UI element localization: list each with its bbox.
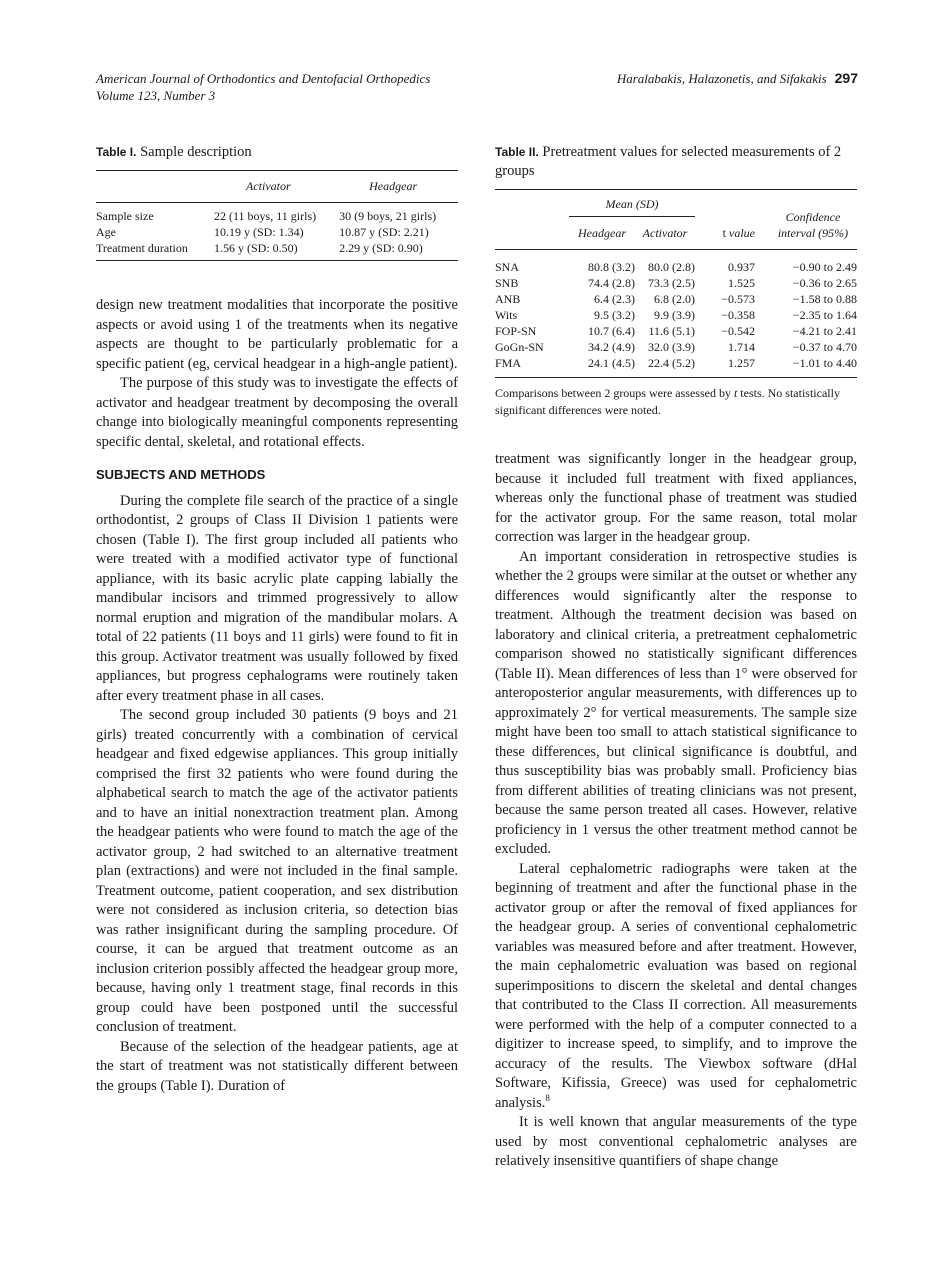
table-cell: 1.257 [728, 356, 755, 370]
paragraph: An important consideration in retrospective studies is whether the 2 groups were similar at the outset or whether any differences would significantly alter the response to treatment. Although the treatment decision was based on laboratory and clinical criteria, a pretreatment cephalometric comparison showed no statistically significant differences (Table II). Mean differences of less than 1° were observed for anteroposterior angular measurements, with differences up to approximately 2° for vertical measurements. The sample size might have been too small to attach statistical significance to these differences, but clinical significance is doubtful, and thus susceptibility bias was probably small. Proficiency bias from different abilities of treating clinicians was not present, because the same person treated all cases. However, relative proficiency in 1 versus the other treatment method cannot be excluded. [495, 548, 857, 857]
paragraph [495, 860, 857, 1114]
table2-title: Pretreatment values for selected measurements of 2 groups [495, 144, 842, 179]
reference-marker: 8 [545, 1092, 550, 1103]
paragraph: treatment was significantly longer in the headgear group, because it included full treatment with fixed appliances, whereas only the functional phase of treatment was studied for the activator group. For the same reason, total molar correction was larger in the headgear group. [495, 451, 857, 545]
paragraph: design new treatment modalities that incorporate the positive aspects or avoid using 1 of the treatments when its negative aspects are thought to be particularly problematic for a specific patient (eg, cervical headgear in a high-angle patient). [96, 297, 458, 372]
table-row [96, 240, 458, 261]
table2 [495, 189, 857, 378]
table-cell: −1.01 to 4.40 [792, 356, 857, 370]
table2-caption [495, 143, 857, 181]
ci-header-line1: Confidence [785, 210, 841, 224]
table-row [495, 307, 857, 323]
table-cell: FMA [495, 356, 522, 370]
table-cell: 2.29 y (SD: 0.90) [339, 241, 423, 255]
journal-info [96, 70, 430, 104]
table2-label: Table II. [495, 145, 539, 159]
t-suffix: value [729, 225, 755, 240]
right-column [495, 143, 857, 1172]
page-number: 297 [834, 70, 858, 86]
table-cell: −0.36 to 2.65 [792, 276, 857, 290]
table-cell: 11.6 (5.1) [648, 324, 695, 338]
table-cell: 32.0 (3.9) [648, 340, 695, 354]
table1-caption [96, 143, 458, 162]
table-cell: 9.5 (3.2) [594, 308, 635, 322]
table-cell: −1.58 to 0.88 [792, 292, 857, 306]
table-cell: 24.1 (4.5) [588, 356, 635, 370]
table1-header-headgear: Headgear [339, 171, 458, 203]
running-authors: Haralabakis, Halazonetis, and Sifakakis [616, 71, 827, 86]
paragraph: The purpose of this study was to investigate the effects of activator and headgear treatment by decomposing the overall change into biologically meaningful components representing specific dental, skeletal, and rotational effects. [96, 375, 458, 450]
table-cell: 80.0 (2.8) [648, 260, 695, 274]
table-cell: −0.573 [721, 292, 755, 306]
table2-ci-header [755, 190, 857, 250]
table-cell: 1.525 [728, 276, 755, 290]
paragraph: It is well known that angular measurements of the type used by most conventional cephalometric analyses are relatively insensitive quantifiers of shape change [495, 1114, 857, 1169]
table-cell: 22.4 (5.2) [648, 356, 695, 370]
table-cell: 9.9 (3.9) [654, 308, 695, 322]
table2-header-t [695, 217, 755, 250]
journal-title: American Journal of Orthodontics and Dentofacial Orthopedics [96, 71, 431, 86]
table-cell: −0.90 to 2.49 [792, 260, 857, 274]
table-cell: GoGn-SN [495, 340, 544, 354]
paragraph: The second group included 30 patients (9 boys and 21 girls) treated concurrently with a combination of cervical headgear and fixed edgewise appliances. This group initially comprised the first 32 patients who were found during the alphabetical search to match the age of the activator patients and to have an initial nonextraction treatment plan. Among the headgear patients who were found to match the age of the activator group, 2 had switched to an alternative treatment plan (extractions) and were not included in the final sample. Treatment outcome, patient cooperation, and sex distribution were not considered as inclusion criteria, so detection bias was rather insignificant during the sampling procedure. Of course, it can be argued that treatment outcome as an inclusion criterion possibly affected the headgear group more, because, having only 1 treatment stage, final records in this group could have been postponed until the successful conclusion of treatment. [96, 707, 458, 1035]
table-cell: 10.19 y (SD: 1.34) [214, 225, 304, 239]
table2-header-headgear: Headgear [578, 226, 626, 240]
table-cell: 6.4 (2.3) [594, 292, 635, 306]
table-cell: ANB [495, 292, 521, 306]
table-cell: −2.35 to 1.64 [792, 308, 857, 322]
table-cell: 6.8 (2.0) [654, 292, 695, 306]
table1-label: Table I. [96, 145, 137, 159]
footnote-text: Comparisons between 2 groups were assessed by [495, 386, 734, 400]
table-cell: −0.37 to 4.70 [792, 340, 857, 354]
table-row [495, 323, 857, 339]
t-symbol: t [722, 225, 726, 240]
table-cell: FOP-SN [495, 324, 537, 338]
table-cell: −4.21 to 2.41 [792, 324, 857, 338]
table-cell: 1.714 [728, 340, 755, 354]
table1-header-activator: Activator [214, 171, 339, 203]
table-cell: 73.3 (2.5) [648, 276, 695, 290]
table-cell: 34.2 (4.9) [588, 340, 635, 354]
table-cell: 1.56 y (SD: 0.50) [214, 241, 298, 255]
table1 [96, 170, 458, 261]
table-row [495, 275, 857, 291]
table1-title: Sample description [140, 144, 252, 160]
table-row [495, 250, 857, 276]
author-page [617, 70, 858, 87]
table-cell: Wits [495, 308, 518, 322]
table-row [495, 355, 857, 378]
table-row [96, 203, 458, 225]
table-cell: −0.542 [721, 324, 755, 338]
table-cell: 22 (11 boys, 11 girls) [214, 209, 317, 223]
table-cell: 74.4 (2.8) [588, 276, 635, 290]
table2-footnote [495, 385, 857, 419]
table-cell: 0.937 [728, 260, 755, 274]
table-cell: 30 (9 boys, 21 girls) [339, 209, 437, 223]
table1-header-blank [96, 171, 214, 203]
left-column [96, 143, 458, 1096]
table2-header-activator: Activator [642, 226, 688, 240]
table2-mean-header: Mean (SD) [569, 190, 695, 217]
table-cell: SNA [495, 260, 520, 274]
paragraph-text: Lateral cephalometric radiographs were taken at the beginning of treatment and after the functional phase in the activator group or after the removal of fixed appliances for the headgear group. A series of conventional cephalometric variables was measured before and after treatment. However, the main cephalometric evaluation was based on regional superimpositions to discern the skeletal and dental changes that contributed to the Class II correction. All measurements were performed with the help of a computer connected to a digitizer to increase speed, to simplify, and to improve the accuracy of the results. The Viewbox software (dHal Software, Kifissia, Greece) was used for cephalometric analysis. [495, 860, 857, 1111]
footnote-text: tests. No statistically significant differences were noted. [495, 386, 840, 417]
table-row [495, 339, 857, 355]
left-body-text [96, 296, 458, 1096]
table-cell: Treatment duration [96, 241, 188, 255]
journal-volume: Volume 123, Number 3 [96, 88, 216, 103]
table-cell: 10.87 y (SD: 2.21) [339, 225, 429, 239]
table-cell: Age [96, 225, 116, 239]
table-cell: 10.7 (6.4) [588, 324, 635, 338]
table-cell: SNB [495, 276, 519, 290]
footnote-t: t [733, 386, 738, 400]
table-cell: Sample size [96, 209, 154, 223]
table-cell: 80.8 (3.2) [588, 260, 635, 274]
table-cell: −0.358 [721, 308, 755, 322]
paragraph: Because of the selection of the headgear patients, age at the start of treatment was not statistically different between the groups (Table I). Duration of [96, 1038, 458, 1094]
section-heading: SUBJECTS AND METHODS [96, 467, 266, 482]
table-row [96, 224, 458, 240]
ci-header-line2: interval (95%) [777, 226, 849, 240]
paragraph: During the complete file search of the practice of a single orthodontist, 2 groups of Class II Division 1 patients were chosen (Table I). The first group included all patients who were treated with a modified activator type of functional appliance, with its basic acrylic plate capping labially the mandibular incisors and trimmed progressively to allow normal eruption and migration of the mandibular molars. A total of 22 patients (11 boys and 11 girls) were found to fit in this group. Activator treatment was usually followed by fixed appliances, but progress cephalograms were routinely taken after every treatment phase in all cases. [96, 492, 458, 704]
table-row [495, 291, 857, 307]
right-body-text [495, 450, 857, 1172]
